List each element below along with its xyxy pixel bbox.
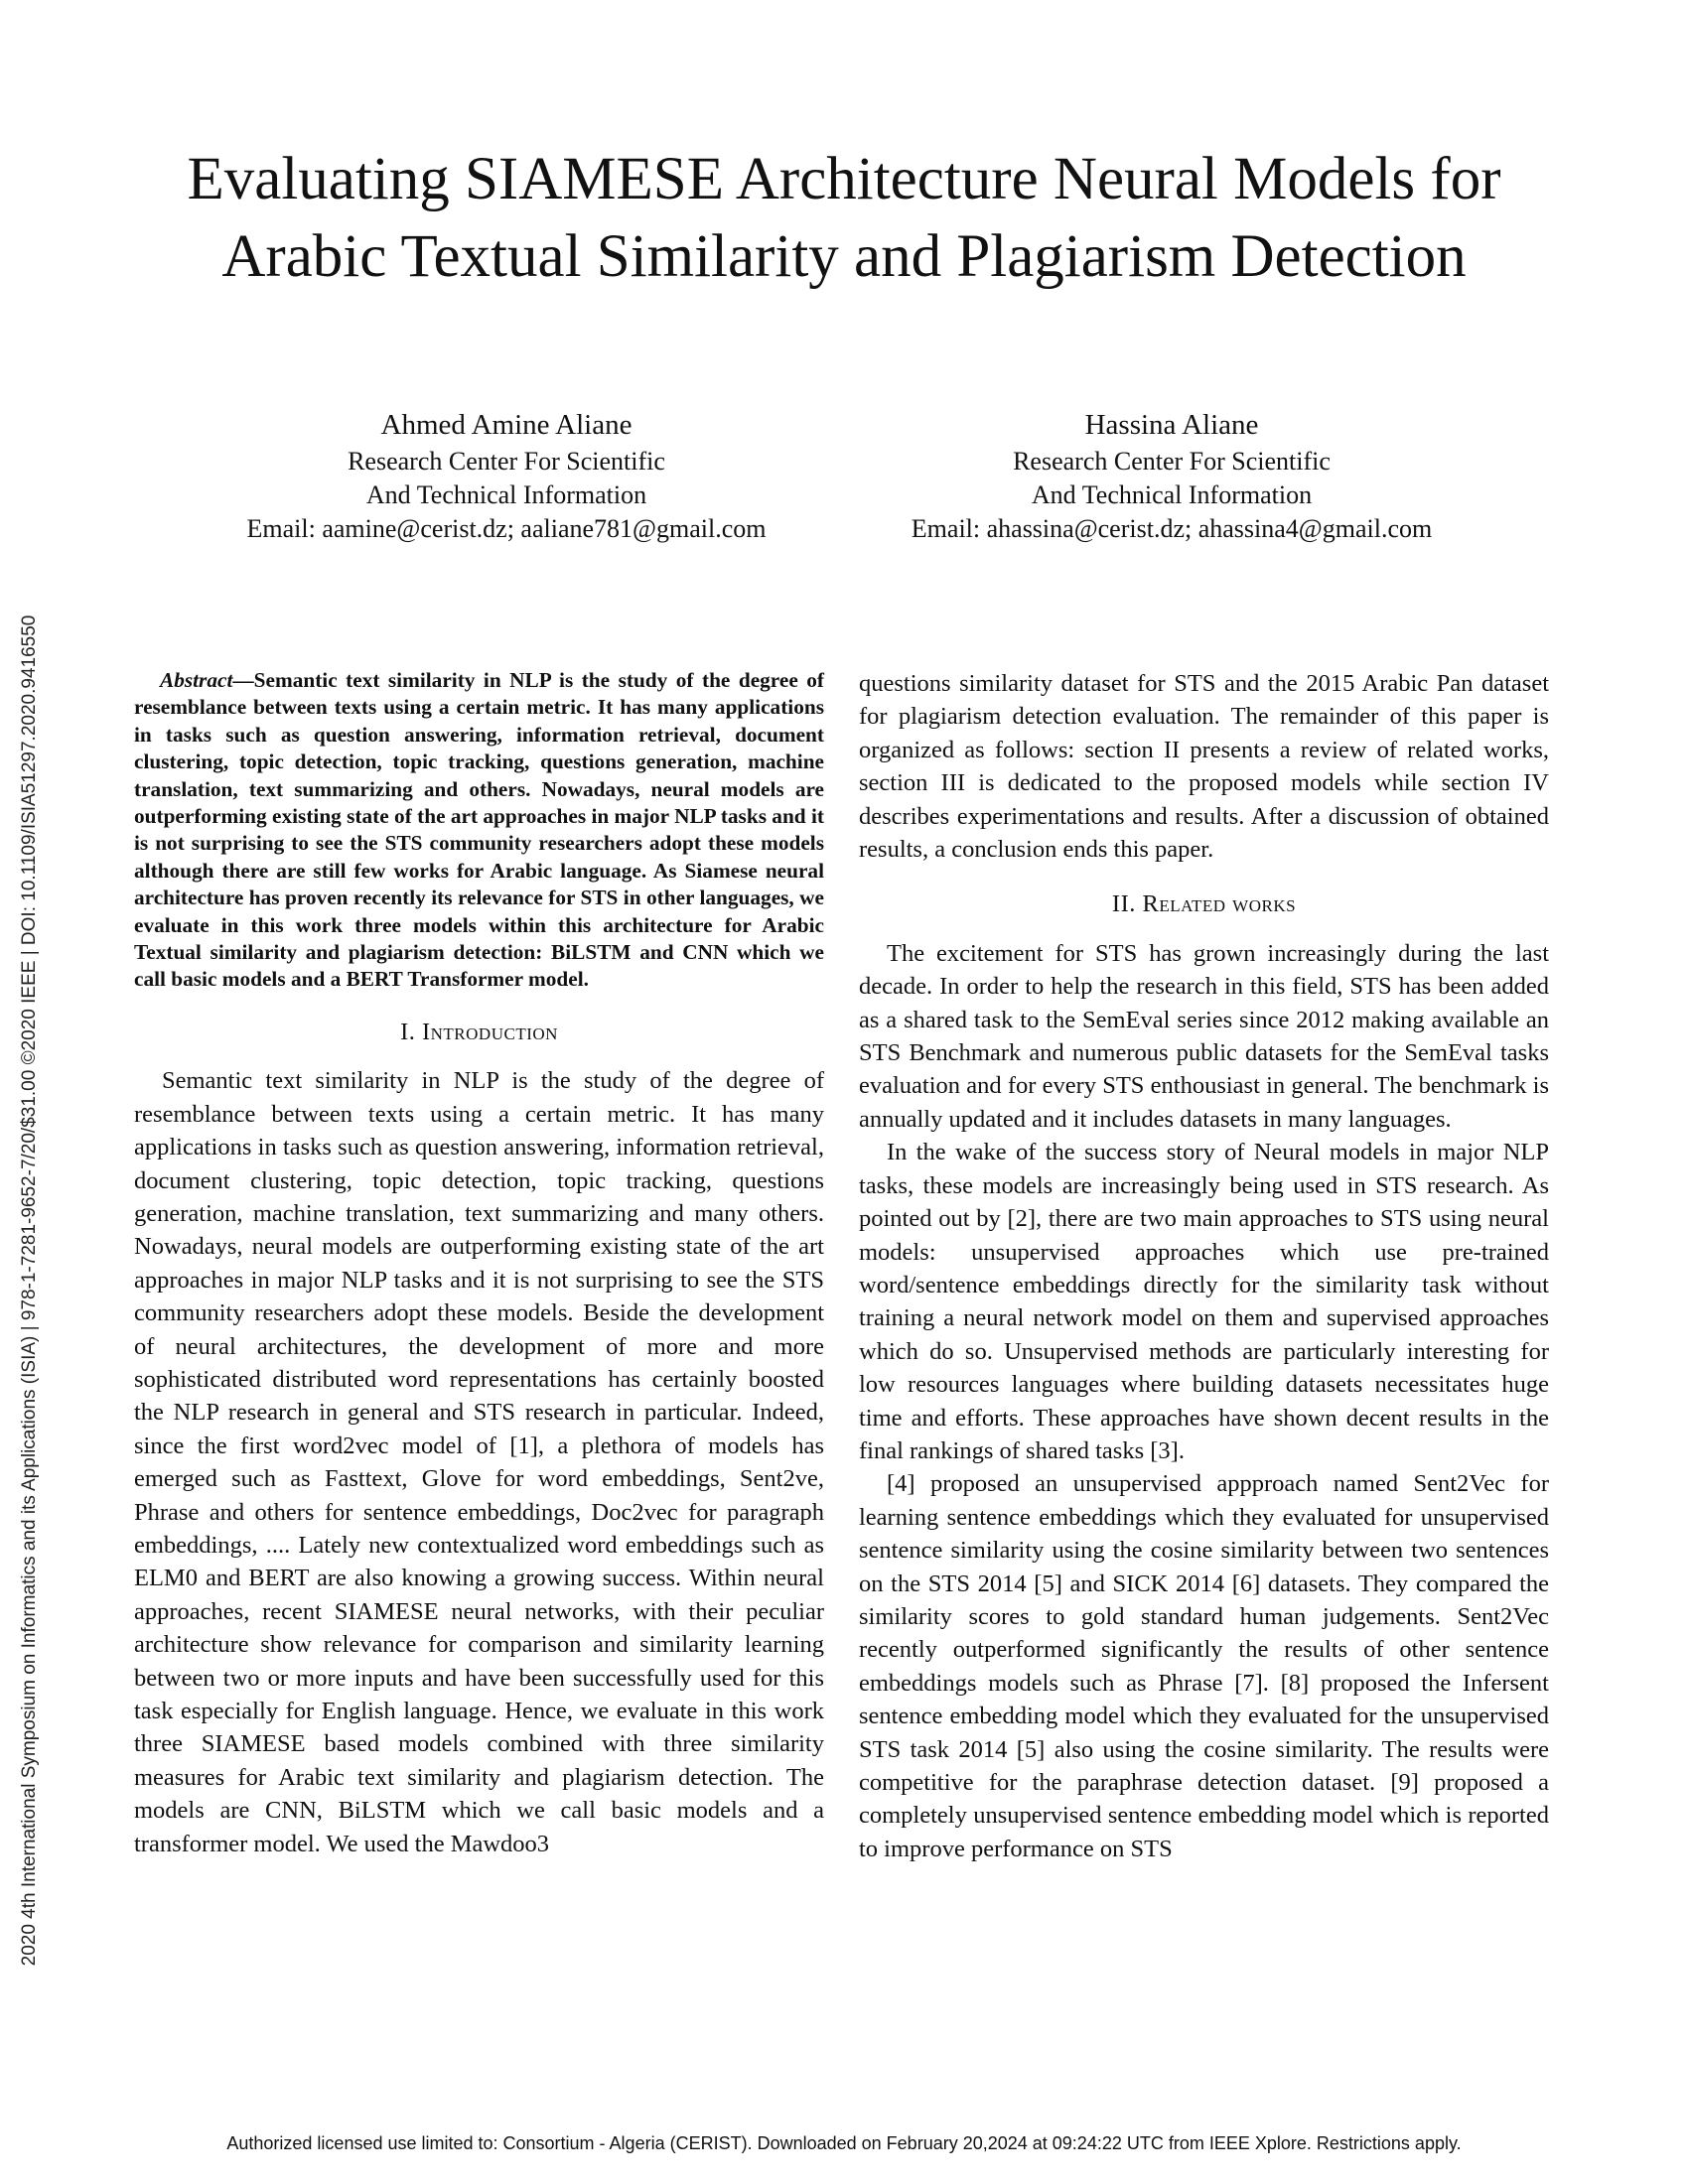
abstract-text: —Semantic text similarity in NLP is the study of the degree of resemblance between texts using a certain metric. It has many applications in tasks such as question answering, information retrieval, document clustering, topic detection, topic tracking, questions generation, machine translation, text summarizing and others. Nowadays, neural models are outperforming existing state of the art approaches in major NLP tasks and it is not surprising to see the STS community researchers adopt these models although there are still few works for Arabic language. As Siamese neural architecture has proven recently its relevance for STS in other languages, we evaluate in this work three models within this architecture for Arabic Textual similarity and plagiarism detection: BiLSTM and CNN which we call basic models and a BERT Transformer model. [134,668,824,992]
section-number: II. [1111,890,1136,918]
related-paragraph: [4] proposed an unsupervised appproach named Sent2Vec for learning sentence embeddings which they evaluated for unsupervised sentence similarity using the cosine similarity between two sentences on the STS 2014 [5] and SICK 2014 [6] datasets. They compared the similarity scores to gold standard human judgements. Sent2Vec recently outperformed significantly the results of other sentence embeddings models such as Phrase [7]. [8] proposed the Infersent sentence embedding model which they evaluated for the unsupervised STS task 2014 [5] also using the cosine similarity. The results were competitive for the paraphrase detection dataset. [9] proposed a completely unsupervised sentence embedding model which is reported to improve performance on STS [859,1470,1549,1862]
related-paragraph: In the wake of the success story of Neural models in major NLP tasks, these models are increasingly being used in STS research. As pointed out by [2], there are two main approaches to STS using neural models: unsupervised approaches which use pre-trained word/sentence embeddings directly for the similarity task without training a neural network model on them and supervised approaches which do so. Unsupervised methods are particularly interesting for low resources languages where building datasets necessitates huge time and efforts. These approaches have shown decent results in the final rankings of shared tasks [3]. [859,1139,1549,1464]
intro-paragraph: Semantic text similarity in NLP is the study of the degree of resemblance between texts using a certain metric. It has many applications in tasks such as question answering, information retrieval, document clustering, topic detection, topic tracking, questions generation, machine translation, text summarizing and many others. Nowadays, neural models are outperforming existing state of the art approaches in major NLP tasks and it is not surprising to see the STS community researchers adopt these models. Beside the development of neural architectures, the development of more and more sophisticated distributed word representations has certainly boosted the NLP research in general and STS research in particular. Indeed, since the first word2vec model of [1], a plethora of models has emerged such as Fasttext, Glove for word embeddings, Sent2ve, Phrase and others for sentence embeddings, Doc2vec for paragraph embeddings, .... Lately new contextualized word embeddings such as ELM0 and BERT are also knowing a growing success. Within neural approaches, recent SIAMESE neural networks, with their peculiar architecture show relevance for comparison and similarity learning between two or more inputs and have been successfully used for this task especially for English language. Hence, we evaluate in this work three SIAMESE based models combined with three similarity measures for Arabic text similarity and plagiarism detection. The models are CNN, BiLSTM which we call basic models and a transformer model. We used the Mawdoo3 [134,1067,824,1857]
intro-paragraph-continued: questions similarity dataset for STS and the 2015 Arabic Pan dataset for plagiarism detection evaluation. The remainder of this paper is organized as follows: section II presents a review of related works, section III is dedicated to the proposed models while section IV describes experimentations and results. After a discussion of obtained results, a conclusion ends this paper. [859,670,1549,864]
paper-title: Evaluating SIAMESE Architecture Neural Models for Arabic Textual Similarity and Plagiarism Detection [187,146,1501,290]
copyright-sidebar: 2020 4th International Symposium on Informatics and its Applications (ISIA) | 978-1-7281-9652-7/20/$31.00 ©2020 IEEE | DOI: 10.1109/ISIA51297.2020.9416550 [19,614,40,1967]
author-email: Email: aamine@cerist.dz; aaliane781@gmail.com [246,514,767,543]
section-heading-introduction [134,1016,824,1048]
author-name: Ahmed Amine Aliane [380,409,633,441]
license-footer: Authorized licensed use limited to: Consortium - Algeria (CERIST). Downloaded on February 20,2024 at 09:24:22 UTC from IEEE Xplore. Restrictions apply. [226,2133,1462,2153]
author-affiliation: Research Center For Scientific [1013,447,1331,476]
author-affiliation: And Technical Information [1031,480,1313,509]
author-block-1 [199,405,814,546]
author-affiliation: Research Center For Scientific [348,447,665,476]
author-email: Email: ahassina@cerist.dz; ahassina4@gmail.com [911,514,1433,543]
section-title: Introduction [421,1018,558,1045]
author-name: Hassina Aliane [1084,409,1259,441]
abstract [134,667,824,994]
right-column [859,667,1549,1865]
section-heading-related-works [859,887,1549,920]
section-number: I. [400,1018,416,1045]
left-column [134,667,824,1860]
section-title: Related works [1142,890,1297,918]
author-affiliation: And Technical Information [365,480,647,509]
abstract-label: Abstract [160,668,233,692]
author-block-2 [864,405,1479,546]
related-paragraph: The excitement for STS has grown increasingly during the last decade. In order to help the research in this field, STS has been added as a shared task to the SemEval series since 2012 making available an STS Benchmark and numerous public datasets for the SemEval tasks evaluation and for every STS enthousiast in general. The benchmark is annually updated and it includes datasets in many languages. [859,939,1549,1133]
